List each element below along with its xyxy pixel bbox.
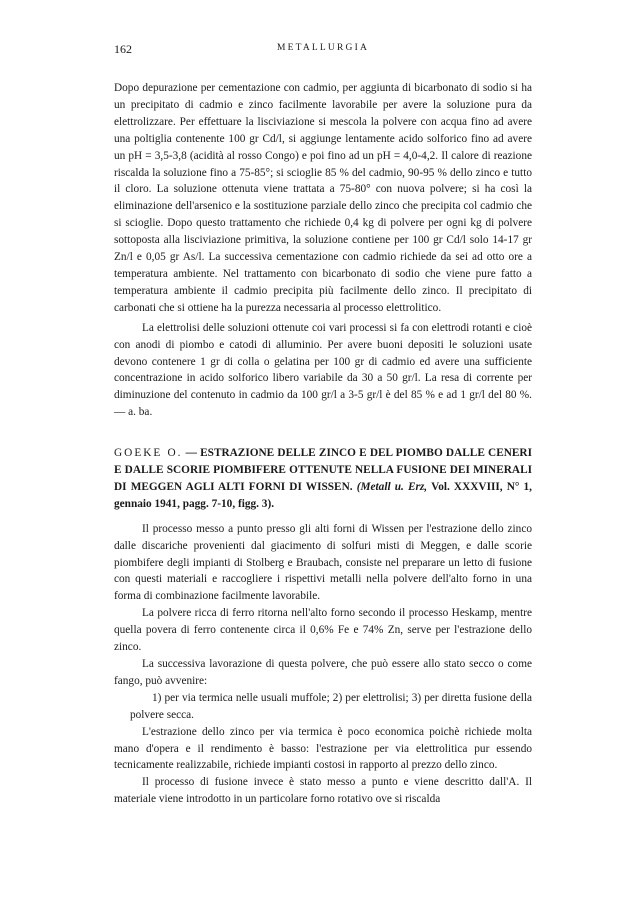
entry-citation-journal: (Metall u. Erz,	[356, 480, 428, 493]
paragraph: L'estrazione dello zinco per via termica è poco economica poichè richiede molta mano d'opera e il rendimento è basso: l'estrazione per via elettrolitica pur essendo tecnicamente realizzabile, richiede impianti costosi in rapporto al prezzo dello zinco.	[114, 725, 532, 772]
paragraph: La polvere ricca di ferro ritorna nell'alto forno secondo il processo Heskamp, mentre quella povera di ferro contenente circa il 0,6% Fe e 74% Zn, serve per l'estrazione dello zinco.	[114, 607, 532, 654]
paragraph: Il processo messo a punto presso gli alti forni di Wissen per l'estrazione dello zinco dalle discariche provenienti dal giacimento di solfuri misti di Meggen, e dalle scorie piombifere degli impianti di Stolberg e Braubach, consiste nel preparare un letto di fusione con questi materiali e raccogliere i rispettivi metalli nella polvere dell'alto forno in una forma di combinazione facilmente lavorabile.	[114, 522, 532, 603]
running-head: METALLURGIA	[276, 43, 370, 53]
paragraph: La elettrolisi delle soluzioni ottenute coi vari processi si fa con elettrodi rotanti e cioè con anodi di piombo e catodi di alluminio. Per avere buoni depositi le soluzioni usate devono contenere 1 gr di colla o gelatina per 100 gr di cadmio ed avere una sufficiente concentrazione in acido solforico libero variabile da 30 a 50 gr/l. La resa di corrente per diminuzione del contenuto in cadmio da 100 gr/l a 3-5 gr/l è del 85 % e ad 1 gr/l del 80 %. — a. ba.	[114, 321, 532, 419]
paragraph: La successiva lavorazione di questa polvere, che può essere allo stato secco o come fango, può avvenire:	[114, 658, 532, 687]
page-header	[114, 42, 532, 60]
entry-citation-details: Vol. XXXVIII, N° 1, gennaio 1941, pagg. 7-10, figg. 3).	[114, 480, 533, 510]
paragraph: Il processo di fusione invece è stato messo a punto e viene descritto dall'A. Il materiale viene introdotto in un particolare forno rotativo ove si riscalda	[114, 776, 532, 806]
entry-heading	[114, 445, 532, 513]
paragraph: Dopo depurazione per cementazione con cadmio, per aggiunta di bicarbonato di sodio si ha un precipitato di cadmio e zinco facilmente lavorabile per avere la soluzione pura da elettrolizzare. Per effettuare la lisciviazione si mescola la polvere con acqua fino ad avere una poltiglia contenente 100 gr Cd/l, si aggiunge lentamente acido solforico fino ad avere un pH = 3,5-3,8 (acidità al rosso Congo) e poi fino ad un pH = 4,0-4,2. Il calore di reazione riscalda la soluzione fino a 75-85°; si scioglie 85 % del cadmio, 90-95 % dello zinco e tutto il cloro. La soluzione ottenuta viene trattata a 75-80° con nuova polvere; si ha così la eliminazione dell'arsenico e la sostituzione parziale dello zinco che precipita col cadmio che si scioglie. Dopo questo trattamento che richiede 0,4 kg di polvere per ogni kg di polvere sottoposta alla lisciviazione primitiva, la soluzione contiene per 100 gr Cd/l solo 14-17 gr Zn/l e 0,05 gr As/l. La successiva cementazione con cadmio richiede da sei ad otto ore a temperatura ambiente. Nel trattamento con bicarbonato di sodio che viene pure fatto a temperatura ambiente il cadmio precipita più facilmente dello zinco. Il precipitato di carbonati che si ottiene ha la purezza necessaria al processo elettrolitico.	[114, 82, 532, 314]
page-number: 162	[114, 42, 132, 56]
list-paragraph: 1) per via termica nelle usuali muffole; 2) per elettrolisi; 3) per diretta fusione della polvere secca.	[130, 691, 532, 721]
article-body	[114, 80, 532, 808]
entry-author: GOEKE O.	[114, 447, 183, 460]
page	[114, 42, 532, 808]
entry-title: — ESTRAZIONE DELLE ZINCO E DEL PIOMBO DALLE CENERI E DALLE SCORIE PIOMBIFERE OTTENUTE NELLA FUSIONE DEI MINERALI DI MEGGEN AGLI ALTI FORNI DI WISSEN.	[114, 447, 532, 493]
